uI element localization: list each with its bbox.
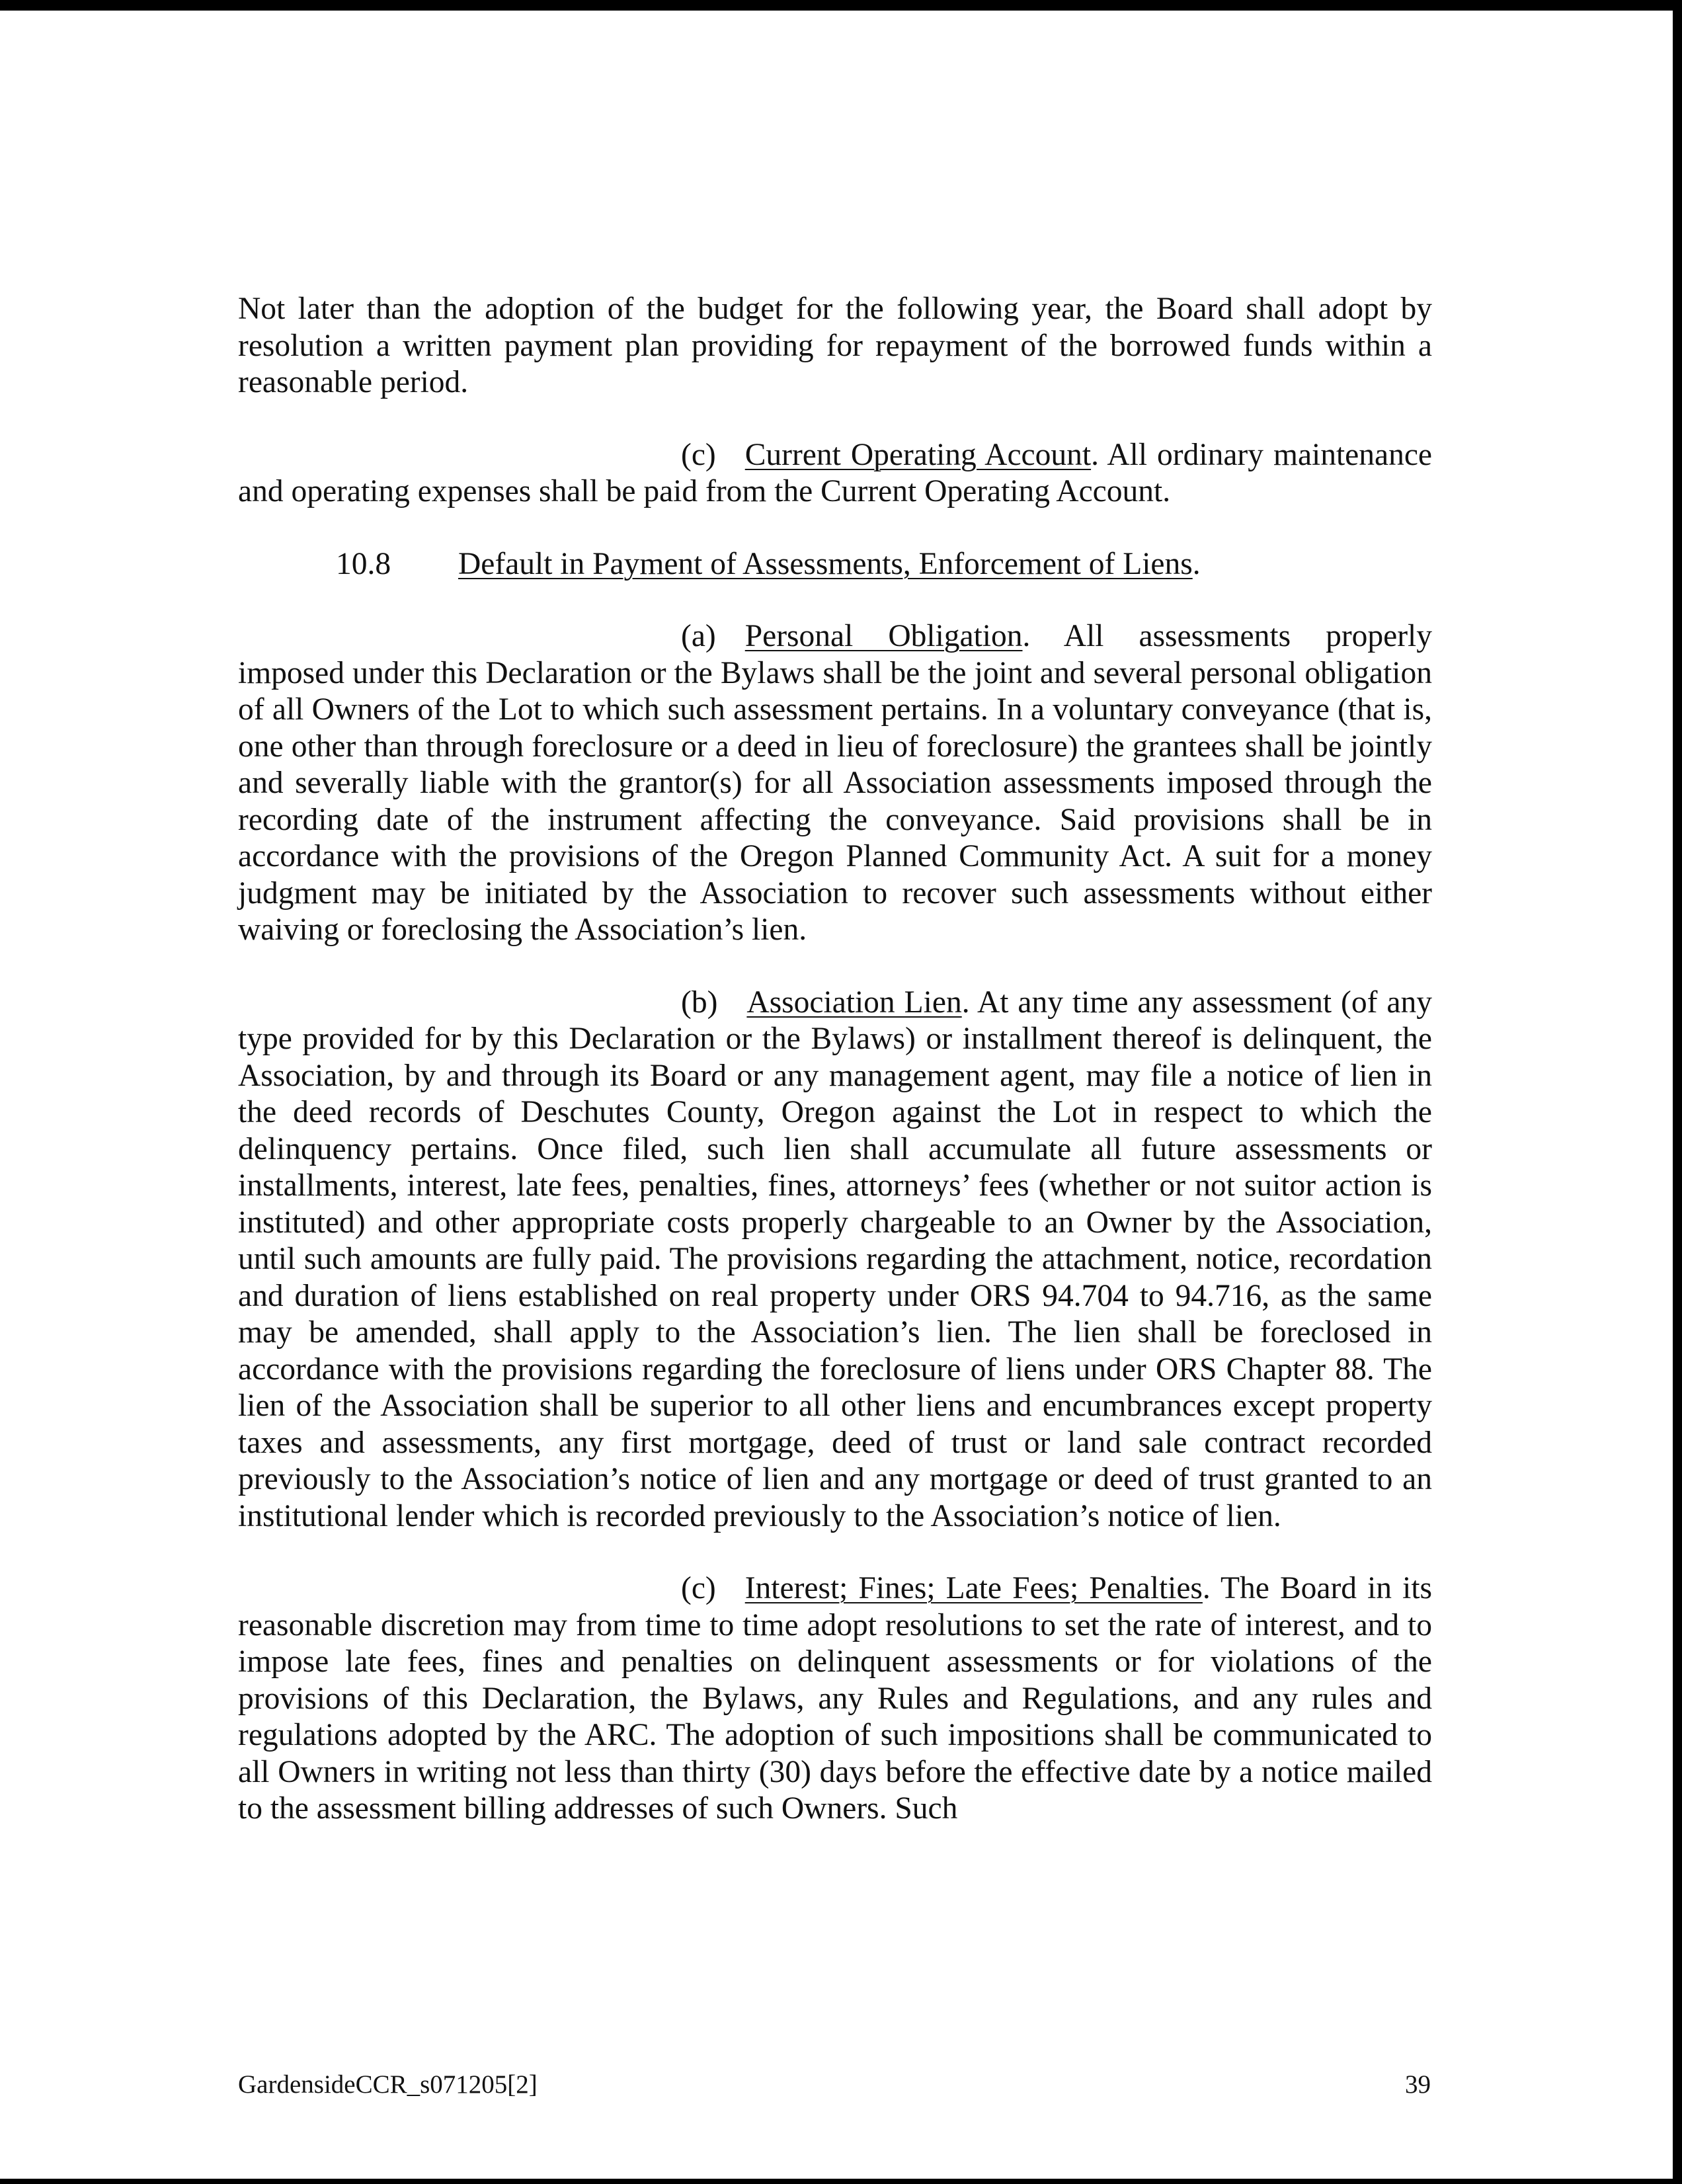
subsection-text: . The Board in its reasonable discretion may from time to time adopt resolutions to set the rate of interest, and to impose late fees, fines and penalties on delinquent assessments or for violations of the provisions of this Declaration, the Bylaws, any Rules and Regulations, and any rules and regulations adopted by the ARC. The adoption of such impositions shall be communicated to all Owners in writing not less than thirty (30) days before the effective date by a notice mailed to the assessment billing addresses of such Owners. Such — [238, 1571, 1432, 1826]
subsection-text: . All assessments properly imposed under this Declaration or the Bylaws shall be the joint and several personal obligation of all Owners of the Lot to which such assessment pertains. In a voluntary conveyance (that is, one other than through foreclosure or a deed in lieu of foreclosure) the grantees shall be jointly and severally liable with the grantor(s) for all Association assessments imposed through the recording date of the instrument affecting the conveyance. Said provisions shall be in accordance with the provisions of the Oregon Planned Community Act. A suit for a money judgment may be initiated by the Association to recover such assessments without either waiving or foreclosing the Association’s lien. — [238, 619, 1432, 947]
subsection-association-lien — [238, 985, 1432, 1535]
subsection-text: . At any time any assessment (of any type provided for by this Declaration or the Bylaws) or installment thereof is delinquent, the Association, by and through its Board or any management agent, may file a notice of lien in the deed records of Deschutes County, Oregon against the Lot in respect to which the delinquency pertains. Once filed, such lien shall accumulate all future assessments or installments, interest, late fees, penalties, fines, attorneys’ fees (whether or not suitor action is instituted) and other appropriate costs properly chargeable to an Owner by the Association, until such amounts are fully paid. The provisions regarding the attachment, notice, recordation and duration of liens established on real property under ORS 94.704 to 94.716, as the same may be amended, shall apply to the Association’s lien. The lien shall be foreclosed in accordance with the provisions regarding the foreclosure of liens under ORS Chapter 88. The lien of the Association shall be superior to all other liens and encumbrances except property taxes and assessments, any first mortgage, deed of trust or land sale contract recorded previously to the Association’s notice of lien and any mortgage or deed of trust granted to an institutional lender which is recorded previously to the Association’s notice of lien. — [238, 985, 1432, 1533]
scan-border-right — [1673, 0, 1682, 2184]
scan-border-top — [0, 0, 1682, 11]
subsection-label: (c) — [681, 1571, 716, 1605]
subsection-label: (b) — [681, 985, 718, 1020]
subsection-label: (a) — [681, 619, 716, 653]
document-body — [238, 291, 1432, 1863]
subsection-title: Current Operating Account — [744, 437, 1092, 472]
footer-page-number: 39 — [1405, 2070, 1431, 2099]
section-heading-10-8 — [238, 546, 1432, 583]
subsection-personal-obligation — [238, 618, 1432, 949]
section-title: Default in Payment of Assessments, Enforcement of Liens — [458, 546, 1193, 581]
footer-filename: GardensideCCR_s071205[2] — [238, 2070, 538, 2099]
subsection-interest-fines-late-fees-penalties — [238, 1570, 1432, 1828]
subsection-title: Interest; Fines; Late Fees; Penalties — [744, 1571, 1203, 1605]
subsection-text: . All ordinary maintenance and operating expenses shall be paid from the Current Operating Account. — [238, 437, 1432, 508]
section-number: 10.8 — [336, 546, 391, 581]
subsection-title: Association Lien — [746, 985, 962, 1020]
subsection-current-operating-account — [238, 437, 1432, 510]
scan-border-bottom — [0, 2179, 1682, 2184]
section-title-period: . — [1192, 546, 1201, 581]
subsection-label: (c) — [681, 437, 716, 472]
subsection-title: Personal Obligation — [744, 619, 1023, 653]
paragraph-intro: Not later than the adoption of the budget for the following year, the Board shall adopt by resolution a written payment plan providing for repayment of the borrowed funds within a reasonable period. — [238, 292, 1432, 399]
